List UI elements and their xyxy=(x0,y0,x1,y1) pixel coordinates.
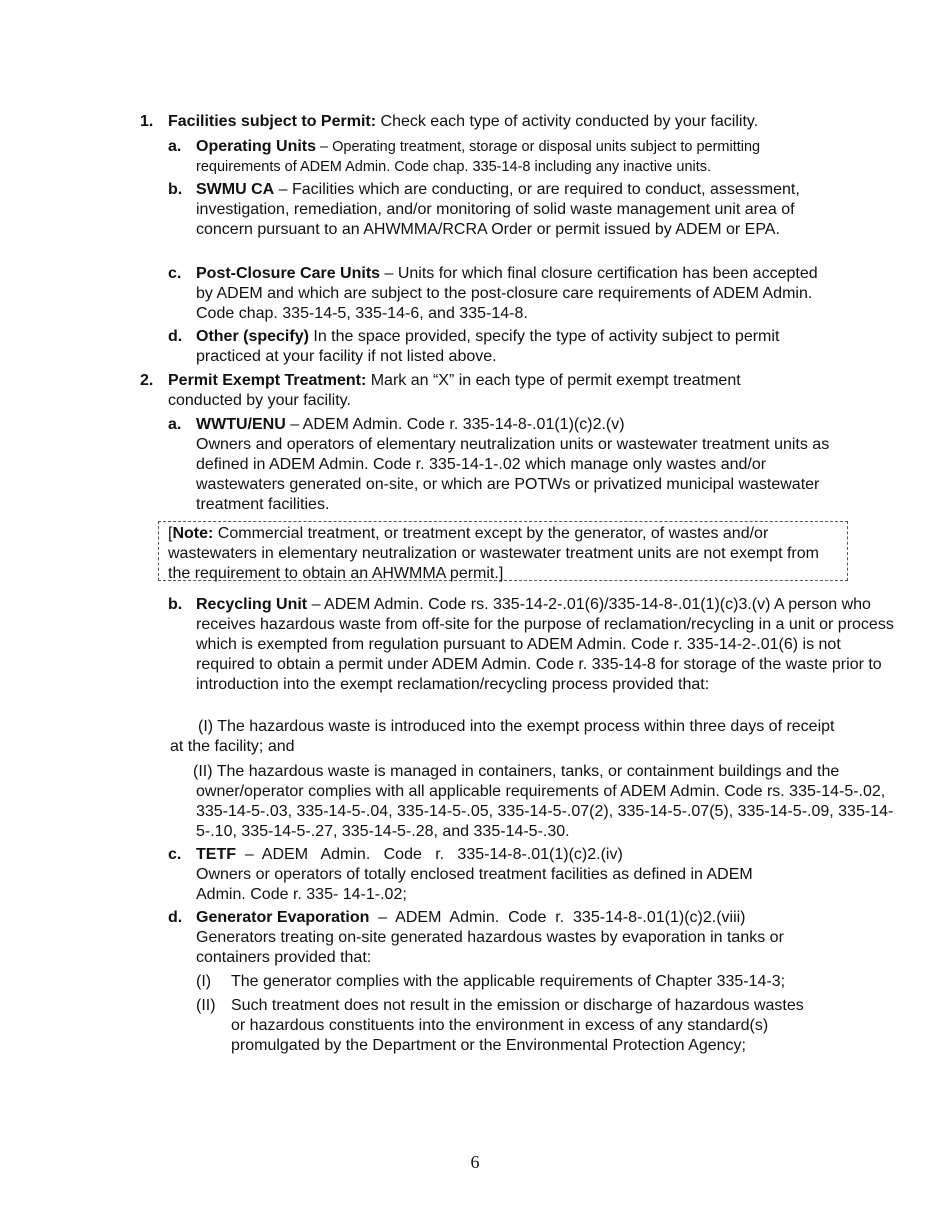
item-2d-letter: d. xyxy=(168,909,183,926)
item-1c-text: – Units for which final closure certification has been accepted by ADEM and which are subject to the post-closure care requirements of ADEM Admin. Code chap. 335-14-5, 335-14-6, and 335-14-8. xyxy=(196,265,818,322)
page-number: 6 xyxy=(470,1152,480,1172)
item-2c-text: Owners or operators of totally enclosed treatment facilities as defined in ADEM Admin. Code r. 335- 14-1-.02; xyxy=(196,866,753,903)
item-1a-operating-units xyxy=(196,137,826,177)
item-2d-generator-evaporation xyxy=(196,908,836,968)
item-2d-text: Generators treating on-site generated hazardous wastes by evaporation in tanks or containers provided that: xyxy=(196,929,784,966)
item-2b-letter: b. xyxy=(168,596,183,613)
item-1b-swmu-ca xyxy=(196,180,836,240)
section-1-title: Facilities subject to Permit: xyxy=(168,113,377,130)
item-2b-recycling-unit xyxy=(196,595,896,695)
item-1c-title: Post-Closure Care Units xyxy=(196,265,381,282)
item-2d-title: Generator Evaporation xyxy=(196,909,370,926)
item-1c-post-closure xyxy=(196,264,836,324)
item-2d-condition-1-text: The generator complies with the applicable requirements of Chapter 335-14-3; xyxy=(231,973,786,990)
item-2d-ref: – ADEM Admin. Code r. 335-14-8-.01(1)(c)2.(viii) xyxy=(369,909,746,926)
item-2d-condition-2-label: (II) xyxy=(196,997,216,1014)
item-2c-ref: – ADEM Admin. Code r. 335-14-8-.01(1)(c)2.(iv) xyxy=(236,846,623,863)
item-2a-text: Owners and operators of elementary neutralization units or wastewater treatment units as defined in ADEM Admin. Code r. 335-14-1-.02 which manage only wastes and/or wastewaters generated on-site, or which are POTWs or privatized municipal wastewater treatment facilities. xyxy=(196,436,830,513)
item-2a-wwtu-enu xyxy=(196,415,846,515)
item-1b-title: SWMU CA xyxy=(196,181,275,198)
item-1d-letter: d. xyxy=(168,328,183,345)
section-1-number: 1. xyxy=(140,113,154,130)
item-1d-other xyxy=(196,327,836,367)
item-2b-condition-2: (II) The hazardous waste is managed in containers, tanks, or containment buildings and the owner/operator complies with all applicable requirements of ADEM Admin. Code rs. 335-14-5-.02, 335-14-5-.03, 335-14-5-.04, 335-14-5-.05, 335-14-5-.07(2), 335-14-5-.07(5), 335-14-5-.09, 335-14-5-.10, 335-14-5-.27, 335-14-5-.28, and 335-14-5-.30. xyxy=(193,763,894,840)
item-1a-letter: a. xyxy=(168,138,182,155)
item-2a-ref: – ADEM Admin. Code r. 335-14-8-.01(1)(c)2.(v) xyxy=(285,416,625,433)
item-1d-title: Other (specify) xyxy=(196,328,309,345)
item-2a-title: WWTU/ENU xyxy=(196,416,286,433)
section-2-heading xyxy=(168,371,808,411)
item-1c-letter: c. xyxy=(168,265,182,282)
item-2b-condition-1: (I) The hazardous waste is introduced into the exempt process within three days of receipt at the facility; and xyxy=(170,718,835,755)
item-2b-text: – ADEM Admin. Code rs. 335-14-2-.01(6)/335-14-8-.01(1)(c)3.(v) A person who receives hazardous waste from off-site for the purpose of reclamation/recycling in a unit or process which is exempted from regulation pursuant to ADEM Admin. Code r. 335-14-2-.01(6) is not required to obtain a permit under ADEM Admin. Code r. 335-14-8 for storage of the waste prior to introduction into the exempt reclamation/recycling process provided that: xyxy=(196,596,894,693)
item-2c-letter: c. xyxy=(168,846,182,863)
item-2a-letter: a. xyxy=(168,416,182,433)
section-2-number: 2. xyxy=(140,372,154,389)
section-2-title: Permit Exempt Treatment: xyxy=(168,372,367,389)
item-1b-text: – Facilities which are conducting, or are required to conduct, assessment, investigation, remediation, and/or monitoring of solid waste management unit area of concern pursuant to an AHWMMA/RCRA Order or permit issued by ADEM or EPA. xyxy=(196,181,800,238)
item-1d-text: In the space provided, specify the type of activity subject to permit practiced at your facility if not listed above. xyxy=(196,328,780,365)
item-2b-title: Recycling Unit xyxy=(196,596,308,613)
item-2d-condition-2-text: Such treatment does not result in the emission or discharge of hazardous wastes or hazardous constituents into the environment in excess of any standard(s) promulgated by the Department or the Environmental Protection Agency; xyxy=(231,997,804,1054)
note-label: Note: xyxy=(172,525,214,542)
item-1b-letter: b. xyxy=(168,181,183,198)
item-2c-tetf xyxy=(196,845,796,905)
section-2-text: Mark an “X” in each type of permit exempt treatment conducted by your facility. xyxy=(168,372,741,409)
item-1a-text: – Operating treatment, storage or disposal units subject to permitting requirements of ADEM Admin. Code chap. 335-14-8 including any inactive units. xyxy=(196,139,761,175)
item-1a-title: Operating Units xyxy=(196,138,317,155)
note-bracket: [ xyxy=(168,525,173,542)
note-text xyxy=(168,524,843,584)
item-2d-condition-1-label: (I) xyxy=(196,973,212,990)
section-1-text: Check each type of activity conducted by your facility. xyxy=(376,113,759,130)
note-body: Commercial treatment, or treatment except by the generator, of wastes and/or wastewaters in elementary neutralization or wastewater treatment units are not exempt from the requirement to obtain an AHWMMA permit.] xyxy=(168,525,819,582)
item-2c-title: TETF xyxy=(196,846,236,863)
section-1-heading xyxy=(168,112,868,132)
